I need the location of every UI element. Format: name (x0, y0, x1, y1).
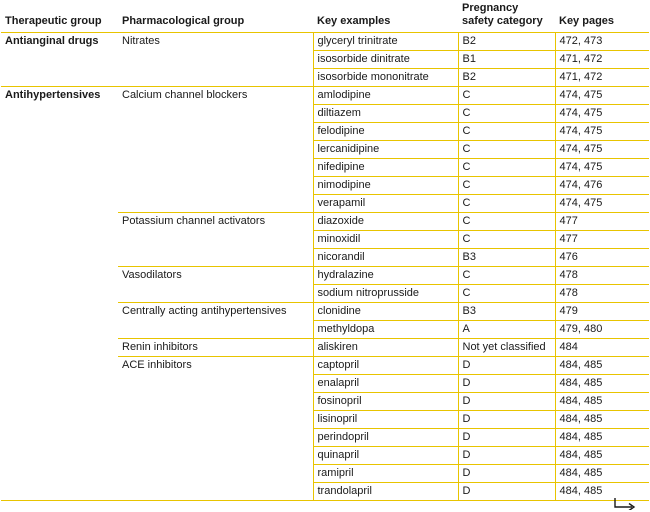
header-pregnancy-category: Pregnancy safety category (458, 2, 555, 33)
key-example-cell: perindopril (313, 429, 458, 447)
key-example-cell: nimodipine (313, 177, 458, 195)
key-pages-cell: 471, 472 (555, 51, 649, 69)
key-pages-cell: 477 (555, 231, 649, 249)
continue-arrow-icon (614, 498, 636, 510)
therapeutic-group-cell: Antihypertensives (1, 87, 118, 501)
key-example-cell: isosorbide mononitrate (313, 69, 458, 87)
pharmacological-group-cell: Renin inhibitors (118, 339, 313, 357)
pharmacological-group-cell: Calcium channel blockers (118, 87, 313, 213)
pregnancy-category-cell: C (458, 177, 555, 195)
pregnancy-category-cell: D (458, 411, 555, 429)
key-pages-cell: 479, 480 (555, 321, 649, 339)
key-pages-cell: 478 (555, 285, 649, 303)
key-example-cell: quinapril (313, 447, 458, 465)
pregnancy-category-cell: D (458, 375, 555, 393)
key-pages-cell: 474, 475 (555, 195, 649, 213)
pharmacological-group-cell: Vasodilators (118, 267, 313, 303)
pregnancy-category-cell: D (458, 483, 555, 501)
key-example-cell: nicorandil (313, 249, 458, 267)
key-pages-cell: 474, 475 (555, 87, 649, 105)
key-example-cell: lisinopril (313, 411, 458, 429)
header-row (1, 2, 649, 33)
key-pages-cell: 472, 473 (555, 33, 649, 51)
pharmacological-group-cell: Centrally acting antihypertensives (118, 303, 313, 339)
key-example-cell: diltiazem (313, 105, 458, 123)
key-pages-cell: 474, 475 (555, 123, 649, 141)
pregnancy-category-cell: C (458, 141, 555, 159)
pregnancy-category-cell: B3 (458, 249, 555, 267)
pregnancy-category-cell: B3 (458, 303, 555, 321)
pregnancy-category-cell: C (458, 285, 555, 303)
pregnancy-category-cell: B2 (458, 33, 555, 51)
key-example-cell: isosorbide dinitrate (313, 51, 458, 69)
key-pages-cell: 476 (555, 249, 649, 267)
pregnancy-category-cell: C (458, 123, 555, 141)
pregnancy-category-cell: C (458, 213, 555, 231)
table-row (1, 87, 649, 105)
pregnancy-category-cell: D (458, 465, 555, 483)
pregnancy-category-cell: D (458, 357, 555, 375)
pregnancy-category-cell: D (458, 447, 555, 465)
pregnancy-category-cell: A (458, 321, 555, 339)
key-example-cell: lercanidipine (313, 141, 458, 159)
key-example-cell: captopril (313, 357, 458, 375)
key-example-cell: enalapril (313, 375, 458, 393)
key-example-cell: trandolapril (313, 483, 458, 501)
pregnancy-category-cell: D (458, 429, 555, 447)
header-therapeutic-group: Therapeutic group (1, 2, 118, 33)
key-pages-cell: 484 (555, 339, 649, 357)
key-pages-cell: 484, 485 (555, 483, 649, 501)
key-example-cell: verapamil (313, 195, 458, 213)
header-key-pages: Key pages (555, 2, 649, 33)
key-example-cell: clonidine (313, 303, 458, 321)
key-pages-cell: 474, 475 (555, 159, 649, 177)
key-example-cell: amlodipine (313, 87, 458, 105)
table-body (1, 33, 649, 501)
key-pages-cell: 479 (555, 303, 649, 321)
pregnancy-category-cell: C (458, 105, 555, 123)
key-example-cell: ramipril (313, 465, 458, 483)
key-example-cell: fosinopril (313, 393, 458, 411)
key-example-cell: hydralazine (313, 267, 458, 285)
key-example-cell: sodium nitroprusside (313, 285, 458, 303)
key-pages-cell: 474, 475 (555, 141, 649, 159)
key-pages-cell: 474, 476 (555, 177, 649, 195)
key-pages-cell: 474, 475 (555, 105, 649, 123)
key-pages-cell: 484, 485 (555, 447, 649, 465)
pregnancy-category-cell: C (458, 87, 555, 105)
key-example-cell: glyceryl trinitrate (313, 33, 458, 51)
key-pages-cell: 484, 485 (555, 429, 649, 447)
pregnancy-category-cell: B1 (458, 51, 555, 69)
table-row (1, 33, 649, 51)
key-example-cell: minoxidil (313, 231, 458, 249)
pregnancy-category-cell: C (458, 159, 555, 177)
key-pages-cell: 478 (555, 267, 649, 285)
key-pages-cell: 484, 485 (555, 411, 649, 429)
pharmacological-group-cell: Potassium channel activators (118, 213, 313, 267)
pregnancy-category-cell: C (458, 267, 555, 285)
therapeutic-group-cell: Antianginal drugs (1, 33, 118, 87)
key-pages-cell: 484, 485 (555, 357, 649, 375)
pregnancy-category-cell: B2 (458, 69, 555, 87)
key-pages-cell: 484, 485 (555, 465, 649, 483)
pregnancy-category-cell: C (458, 195, 555, 213)
key-pages-cell: 484, 485 (555, 393, 649, 411)
key-example-cell: nifedipine (313, 159, 458, 177)
key-pages-cell: 471, 472 (555, 69, 649, 87)
drug-table (1, 2, 649, 501)
pharmacological-group-cell: ACE inhibitors (118, 357, 313, 501)
key-example-cell: diazoxide (313, 213, 458, 231)
key-example-cell: aliskiren (313, 339, 458, 357)
header-key-examples: Key examples (313, 2, 458, 33)
pharmacological-group-cell: Nitrates (118, 33, 313, 87)
key-pages-cell: 477 (555, 213, 649, 231)
key-pages-cell: 484, 485 (555, 375, 649, 393)
header-pharmacological-group: Pharmacological group (118, 2, 313, 33)
pregnancy-category-cell: D (458, 393, 555, 411)
pregnancy-category-cell: C (458, 231, 555, 249)
key-example-cell: methyldopa (313, 321, 458, 339)
key-example-cell: felodipine (313, 123, 458, 141)
pregnancy-category-cell: Not yet classified (458, 339, 555, 357)
